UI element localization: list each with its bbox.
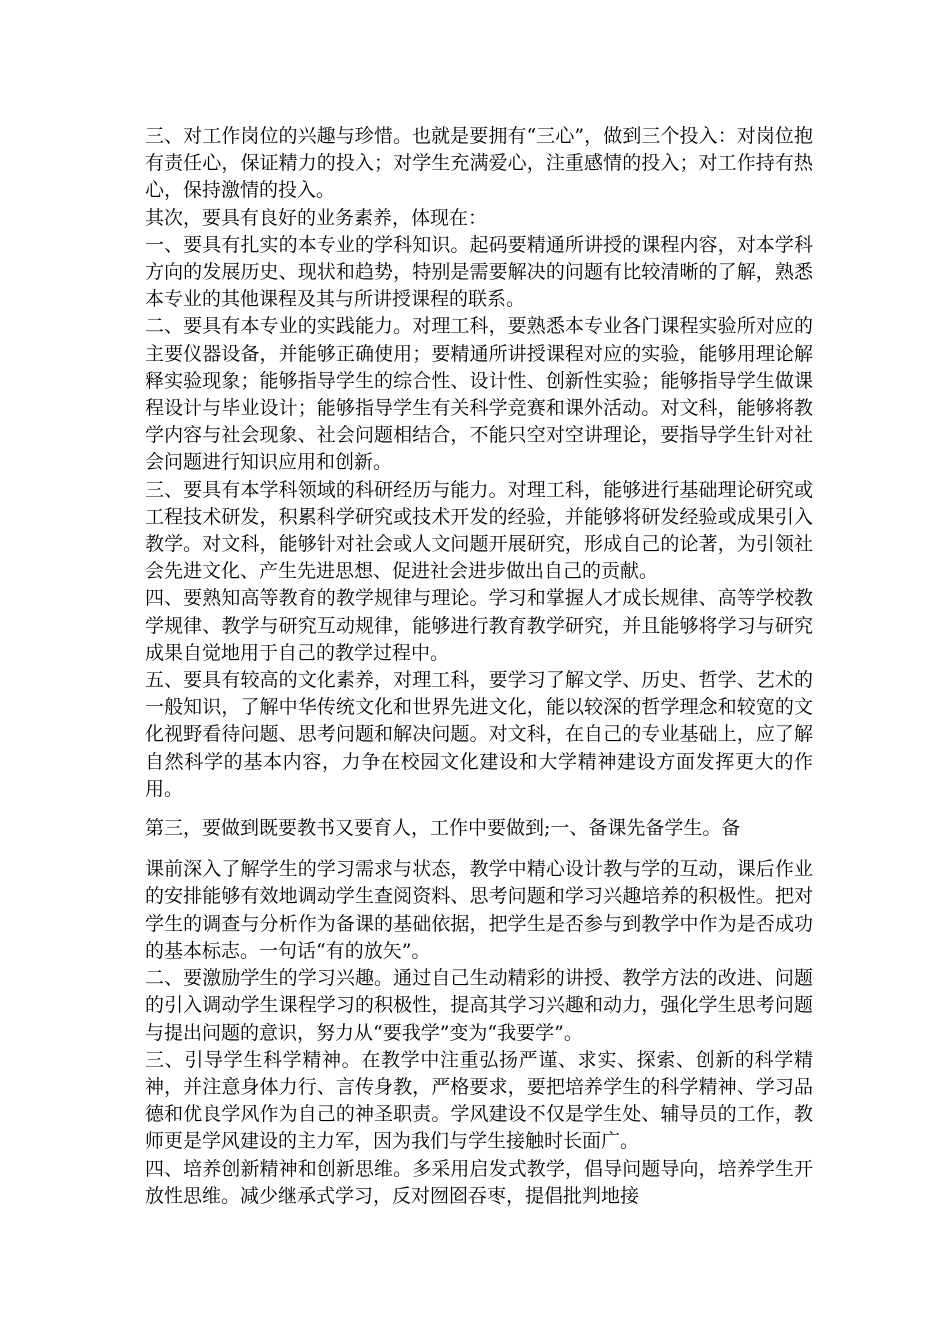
paragraph-lesson-preparation: 课前深入了解学生的学习需求与状态，教学中精心设计教与学的互动，课后作业的安排能够有效地调动学生查阅资料、思考问题和学习兴趣培养的积极性。把对学生的调查与分析作为备课的基础依据，把学生是否参与到教学中作为是否成功的基本标志。一句话“有的放矢”。 bbox=[145, 858, 813, 962]
paragraph-practical-ability: 二、要具有本专业的实践能力。对理工科，要熟悉本专业各门课程实验所对应的主要仪器设备，并能够正确使用；要精通所讲授课程对应的实验，能够用理论解释实验现象；能够指导学生的综合性、设计性、创新性实验；能够指导学生做课程设计与毕业设计；能够指导学生有关科学竞赛和课外活动。对文科，能够将教学内容与社会现象、社会问题相结合，不能只空对空讲理论，要指导学生针对社会问题进行知识应用和创新。 bbox=[145, 315, 813, 474]
paragraph-interest: 三、对工作岗位的兴趣与珍惜。也就是要拥有“三心”，做到三个投入：对岗位抱有责任心，保证精力的投入；对学生充满爱心，注重感情的投入；对工作持有热心，保持激情的投入。 bbox=[145, 125, 813, 202]
paragraph-teaching-laws: 四、要熟知高等教育的教学规律与理论。学习和掌握人才成长规律、高等学校教学规律、教学与研究互动规律，能够进行教育教学研究，并且能够将学习与研究成果自觉地用于自己的教学过程中。 bbox=[145, 587, 813, 664]
paragraph-business-literacy-intro: 其次，要具有良好的业务素养，体现在： bbox=[145, 206, 488, 229]
paragraph-innovation: 四、培养创新精神和创新思维。多采用启发式教学，倡导问题导向，培养学生开放性思维。减少继承式学习，反对囫囵吞枣，提倡批判地接 bbox=[145, 1157, 813, 1207]
paragraph-motivate-interest: 二、要激励学生的学习兴趣。通过自己生动精彩的讲授、教学方法的改进、问题的引入调动学生课程学习的积极性，提高其学习兴趣和动力，强化学生思考问题与提出问题的意识，努力从“要我学”变为“我要学”。 bbox=[145, 967, 813, 1044]
paragraph-scientific-spirit: 三、引导学生科学精神。在教学中注重弘扬严谨、求实、探索、创新的科学精神，并注意身体力行、言传身教，严格要求，要把培养学生的科学精神、学习品德和优良学风作为自己的神圣职责。学风建设不仅是学生处、辅导员的工作，教师更是学风建设的主力军，因为我们与学生接触时长面广。 bbox=[145, 1048, 813, 1153]
paragraph-subject-knowledge: 一、要具有扎实的本专业的学科知识。起码要精通所讲授的课程内容，对本学科方向的发展历史、现状和趋势，特别是需要解决的问题有比较清晰的了解，熟悉本专业的其他课程及其与所讲授课程的联系。 bbox=[145, 233, 813, 311]
document-page bbox=[145, 123, 813, 1210]
paragraph-third-heading: 第三，要做到既要教书又要育人，工作中要做到;一、备课先备学生。备 bbox=[145, 817, 741, 840]
paragraph-cultural-literacy: 五、要具有较高的文化素养，对理工科，要学习了解文学、历史、哲学、艺术的一般知识，了解中华传统文化和世界先进文化，能以较深的哲学理念和较宽的文化视野看待问题、思考问题和解决问题。对文科，在自己的专业基础上，应了解自然科学的基本内容，力争在校园文化建设和大学精神建设方面发挥更大的作用。 bbox=[145, 669, 813, 800]
paragraph-research-ability: 三、要具有本学科领域的科研经历与能力。对理工科，能够进行基础理论研究或工程技术研发，积累科学研究或技术开发的经验，并能够将研发经验或成果引入教学。对文科，能够针对社会或人文问题开展研究，形成自己的论著，为引领社会先进文化、产生先进思想、促进社会进步做出自己的贡献。 bbox=[145, 478, 813, 583]
